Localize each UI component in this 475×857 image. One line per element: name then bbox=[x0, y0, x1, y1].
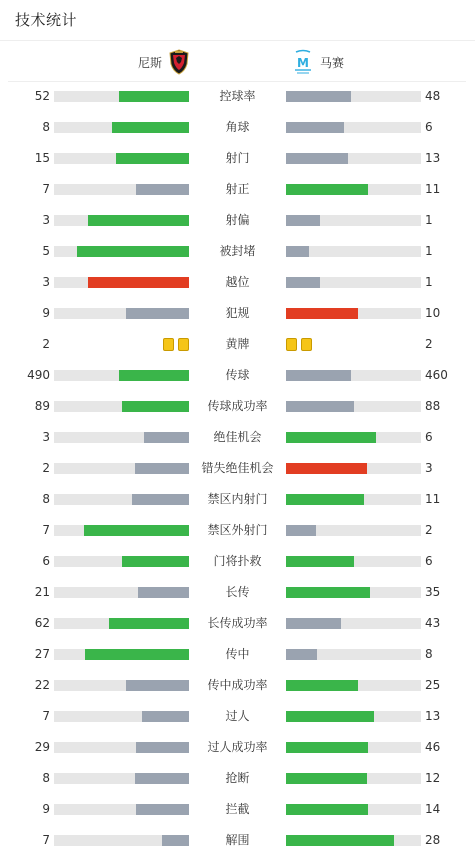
stat-label: 门将扑救 bbox=[213, 554, 262, 568]
away-stat-bar-fill bbox=[286, 711, 374, 722]
stat-row bbox=[0, 515, 475, 546]
away-stat-bar-track bbox=[286, 184, 421, 195]
home-stat-bar-fill bbox=[119, 370, 189, 381]
stat-row bbox=[0, 484, 475, 515]
away-stat-bar-fill bbox=[286, 401, 354, 412]
away-stat-bar-track bbox=[286, 618, 421, 629]
home-stat-value: 27 bbox=[34, 647, 50, 661]
stat-label: 角球 bbox=[225, 120, 250, 134]
away-stat-bar-track bbox=[286, 680, 421, 691]
stat-label: 传球成功率 bbox=[207, 399, 268, 413]
away-stat-value: 2 bbox=[425, 337, 433, 351]
stat-row bbox=[0, 701, 475, 732]
home-stat-bar-fill bbox=[126, 308, 189, 319]
away-stat-bar-track bbox=[286, 463, 421, 474]
home-stat-bar-track bbox=[54, 835, 189, 846]
away-stat-value: 12 bbox=[425, 771, 441, 785]
home-stat-bar-fill bbox=[162, 835, 189, 846]
away-stat-bar-fill bbox=[286, 742, 368, 753]
away-stat-bar-fill bbox=[286, 184, 368, 195]
away-stat-value: 6 bbox=[425, 554, 433, 568]
away-stat-value: 2 bbox=[425, 523, 433, 537]
home-stat-bar-fill bbox=[88, 277, 189, 288]
away-stat-bar-track bbox=[286, 649, 421, 660]
away-stat-bar-track bbox=[286, 153, 421, 164]
home-stat-bar-fill bbox=[136, 184, 189, 195]
stat-label: 错失绝佳机会 bbox=[201, 461, 274, 475]
away-stat-bar-track bbox=[286, 308, 421, 319]
away-stat-bar-fill bbox=[286, 804, 368, 815]
stat-label: 解围 bbox=[225, 833, 250, 847]
away-stat-bar-fill bbox=[286, 308, 358, 319]
home-stat-bar-fill bbox=[122, 401, 190, 412]
home-stat-bar-track bbox=[54, 556, 189, 567]
away-stat-bar-track bbox=[286, 277, 421, 288]
stat-row bbox=[0, 670, 475, 701]
home-stat-bar-track bbox=[54, 122, 189, 133]
home-stat-bar-fill bbox=[126, 680, 189, 691]
home-stat-value: 3 bbox=[42, 275, 50, 289]
stat-label: 过人成功率 bbox=[207, 740, 268, 754]
away-stat-bar-fill bbox=[286, 277, 320, 288]
home-stat-value: 8 bbox=[42, 120, 50, 134]
stat-label: 射偏 bbox=[225, 213, 250, 227]
home-stat-bar-track bbox=[54, 401, 189, 412]
home-stat-value: 8 bbox=[42, 492, 50, 506]
home-stat-bar-track bbox=[54, 773, 189, 784]
stat-row bbox=[0, 794, 475, 825]
away-stat-bar-track bbox=[286, 525, 421, 536]
stat-row bbox=[0, 763, 475, 794]
home-stat-bar-fill bbox=[138, 587, 189, 598]
stats-list bbox=[0, 81, 475, 856]
yellow-card-icon bbox=[178, 338, 189, 351]
stat-label: 过人 bbox=[225, 709, 250, 723]
away-stat-value: 48 bbox=[425, 89, 441, 103]
home-stat-bar-fill bbox=[135, 463, 189, 474]
home-stat-bar-fill bbox=[84, 525, 189, 536]
home-stat-bar-track bbox=[54, 432, 189, 443]
home-stat-value: 8 bbox=[42, 771, 50, 785]
stat-row bbox=[0, 143, 475, 174]
home-stat-value: 29 bbox=[34, 740, 50, 754]
home-stat-bar-track bbox=[54, 525, 189, 536]
away-stat-bar-track bbox=[286, 370, 421, 381]
stat-row bbox=[0, 236, 475, 267]
away-stat-bar-track bbox=[286, 773, 421, 784]
stat-label: 传中成功率 bbox=[207, 678, 268, 692]
away-stat-bar-track bbox=[286, 835, 421, 846]
away-stat-value: 25 bbox=[425, 678, 441, 692]
yellow-card-icon bbox=[163, 338, 174, 351]
away-team-name: 马赛 bbox=[320, 55, 345, 70]
stat-row bbox=[0, 205, 475, 236]
home-stat-value: 22 bbox=[34, 678, 50, 692]
yellow-card-icon bbox=[301, 338, 312, 351]
home-stat-bar-track bbox=[54, 804, 189, 815]
away-stat-bar-track bbox=[286, 401, 421, 412]
home-stat-bar-fill bbox=[119, 91, 189, 102]
home-stat-bar-fill bbox=[136, 804, 189, 815]
away-stat-bar-fill bbox=[286, 649, 317, 660]
stat-row bbox=[0, 391, 475, 422]
away-stat-value: 88 bbox=[425, 399, 441, 413]
stat-row bbox=[0, 360, 475, 391]
stat-label: 传球 bbox=[225, 368, 250, 382]
away-stat-bar-track bbox=[286, 432, 421, 443]
away-stat-value: 35 bbox=[425, 585, 441, 599]
away-stat-bar-fill bbox=[286, 246, 309, 257]
away-stat-bar-fill bbox=[286, 618, 341, 629]
home-stat-value: 7 bbox=[42, 523, 50, 537]
away-stat-value: 3 bbox=[425, 461, 433, 475]
home-stat-bar-fill bbox=[116, 153, 189, 164]
away-stat-bar-track bbox=[286, 742, 421, 753]
home-stat-bar-track bbox=[54, 308, 189, 319]
stat-row bbox=[0, 453, 475, 484]
home-stat-value: 15 bbox=[34, 151, 50, 165]
stat-row bbox=[0, 732, 475, 763]
stat-row bbox=[0, 577, 475, 608]
away-stat-bar-track bbox=[286, 122, 421, 133]
page-title: 技术统计 bbox=[15, 11, 78, 29]
stat-row bbox=[0, 608, 475, 639]
away-stat-value: 43 bbox=[425, 616, 441, 630]
stat-row bbox=[0, 112, 475, 143]
home-stat-bar-track bbox=[54, 246, 189, 257]
away-stat-bar-track bbox=[286, 711, 421, 722]
stat-row bbox=[0, 298, 475, 329]
away-stat-bar-fill bbox=[286, 587, 370, 598]
stat-row bbox=[0, 267, 475, 298]
home-stat-bar-fill bbox=[122, 556, 190, 567]
away-stat-value: 46 bbox=[425, 740, 441, 754]
home-stat-bar-track bbox=[54, 277, 189, 288]
svg-text:M: M bbox=[297, 56, 309, 70]
home-stat-value: 52 bbox=[34, 89, 50, 103]
home-stat-value: 21 bbox=[34, 585, 50, 599]
olympique-marseille-crest-icon bbox=[292, 49, 314, 75]
away-stat-value: 460 bbox=[425, 368, 448, 382]
stat-row bbox=[0, 546, 475, 577]
away-stat-bar-track bbox=[286, 587, 421, 598]
stat-label: 长传成功率 bbox=[207, 616, 268, 630]
home-stat-value: 3 bbox=[42, 213, 50, 227]
stat-label: 长传 bbox=[225, 585, 250, 599]
away-stat-value: 28 bbox=[425, 833, 441, 847]
home-stat-bar-track bbox=[54, 370, 189, 381]
away-stat-bar-fill bbox=[286, 153, 348, 164]
away-stat-value: 1 bbox=[425, 244, 433, 258]
stat-row bbox=[0, 422, 475, 453]
home-stat-bar-fill bbox=[88, 215, 189, 226]
home-stat-bar-fill bbox=[109, 618, 189, 629]
home-stat-bar-fill bbox=[135, 773, 189, 784]
home-stat-bar-track bbox=[54, 742, 189, 753]
title-divider bbox=[0, 40, 475, 41]
home-stat-value: 9 bbox=[42, 802, 50, 816]
stat-label: 被封堵 bbox=[219, 244, 256, 258]
home-stat-bar-fill bbox=[132, 494, 189, 505]
home-team[interactable] bbox=[120, 44, 190, 80]
home-stat-bar-fill bbox=[77, 246, 189, 257]
home-stat-bar-track bbox=[54, 184, 189, 195]
away-stat-value: 8 bbox=[425, 647, 433, 661]
home-stat-value: 2 bbox=[42, 337, 50, 351]
away-cards bbox=[286, 338, 421, 351]
home-team-name: 尼斯 bbox=[138, 55, 163, 70]
home-stat-value: 62 bbox=[34, 616, 50, 630]
away-stat-bar-track bbox=[286, 556, 421, 567]
stat-row bbox=[0, 825, 475, 856]
yellow-card-icon bbox=[286, 338, 297, 351]
stat-label: 控球率 bbox=[219, 89, 256, 103]
away-stat-value: 6 bbox=[425, 120, 433, 134]
home-stat-bar-track bbox=[54, 91, 189, 102]
home-stat-value: 89 bbox=[34, 399, 50, 413]
home-stat-bar-fill bbox=[144, 432, 189, 443]
away-stat-value: 11 bbox=[425, 182, 441, 196]
home-stat-value: 6 bbox=[42, 554, 50, 568]
away-stat-bar-fill bbox=[286, 215, 320, 226]
home-stat-value: 9 bbox=[42, 306, 50, 320]
ogc-nice-crest-icon bbox=[168, 49, 190, 75]
home-stat-bar-track bbox=[54, 153, 189, 164]
away-stat-bar-fill bbox=[286, 432, 376, 443]
away-stat-value: 11 bbox=[425, 492, 441, 506]
home-stat-value: 3 bbox=[42, 430, 50, 444]
away-stat-bar-fill bbox=[286, 835, 394, 846]
stat-label: 传中 bbox=[225, 647, 250, 661]
away-stat-value: 1 bbox=[425, 213, 433, 227]
stat-row bbox=[0, 329, 475, 360]
stat-label: 抢断 bbox=[225, 771, 250, 785]
stat-label: 越位 bbox=[225, 275, 250, 289]
home-stat-value: 5 bbox=[42, 244, 50, 258]
home-stat-bar-fill bbox=[85, 649, 189, 660]
home-stat-bar-track bbox=[54, 711, 189, 722]
stat-label: 禁区外射门 bbox=[207, 523, 268, 537]
away-stat-bar-fill bbox=[286, 463, 367, 474]
home-stat-bar-track bbox=[54, 680, 189, 691]
away-stat-bar-fill bbox=[286, 370, 351, 381]
away-stat-bar-fill bbox=[286, 91, 351, 102]
stat-row bbox=[0, 81, 475, 112]
away-stat-bar-track bbox=[286, 494, 421, 505]
home-stat-bar-fill bbox=[112, 122, 189, 133]
home-stat-bar-track bbox=[54, 587, 189, 598]
home-stat-bar-track bbox=[54, 215, 189, 226]
away-stat-bar-track bbox=[286, 246, 421, 257]
home-stat-bar-fill bbox=[136, 742, 189, 753]
home-stat-value: 7 bbox=[42, 709, 50, 723]
home-cards bbox=[54, 338, 189, 351]
home-stat-bar-track bbox=[54, 463, 189, 474]
home-stat-value: 490 bbox=[27, 368, 50, 382]
away-stat-bar-fill bbox=[286, 122, 344, 133]
away-stat-bar-track bbox=[286, 215, 421, 226]
team-header bbox=[0, 44, 475, 80]
stat-label: 拦截 bbox=[225, 802, 250, 816]
stat-label: 犯规 bbox=[225, 306, 250, 320]
away-stat-value: 10 bbox=[425, 306, 441, 320]
away-stat-value: 1 bbox=[425, 275, 433, 289]
home-stat-value: 7 bbox=[42, 182, 50, 196]
away-stat-bar-fill bbox=[286, 680, 358, 691]
away-stat-value: 13 bbox=[425, 709, 441, 723]
home-stat-value: 7 bbox=[42, 833, 50, 847]
away-stat-value: 13 bbox=[425, 151, 441, 165]
stat-label: 禁区内射门 bbox=[207, 492, 268, 506]
home-stat-bar-track bbox=[54, 649, 189, 660]
stat-label: 绝佳机会 bbox=[213, 430, 262, 444]
home-stat-bar-fill bbox=[142, 711, 189, 722]
home-stat-bar-track bbox=[54, 494, 189, 505]
away-team[interactable] bbox=[292, 44, 344, 80]
stat-label: 射门 bbox=[225, 151, 250, 165]
away-stat-bar-track bbox=[286, 804, 421, 815]
away-stat-value: 14 bbox=[425, 802, 441, 816]
away-stat-bar-fill bbox=[286, 525, 316, 536]
stat-row bbox=[0, 639, 475, 670]
away-stat-value: 6 bbox=[425, 430, 433, 444]
stat-label: 黄牌 bbox=[225, 337, 250, 351]
home-stat-bar-track bbox=[54, 618, 189, 629]
home-stat-value: 2 bbox=[42, 461, 50, 475]
away-stat-bar-fill bbox=[286, 494, 364, 505]
stat-row bbox=[0, 174, 475, 205]
away-stat-bar-fill bbox=[286, 773, 367, 784]
away-stat-bar-track bbox=[286, 91, 421, 102]
away-stat-bar-fill bbox=[286, 556, 354, 567]
stat-label: 射正 bbox=[225, 182, 250, 196]
